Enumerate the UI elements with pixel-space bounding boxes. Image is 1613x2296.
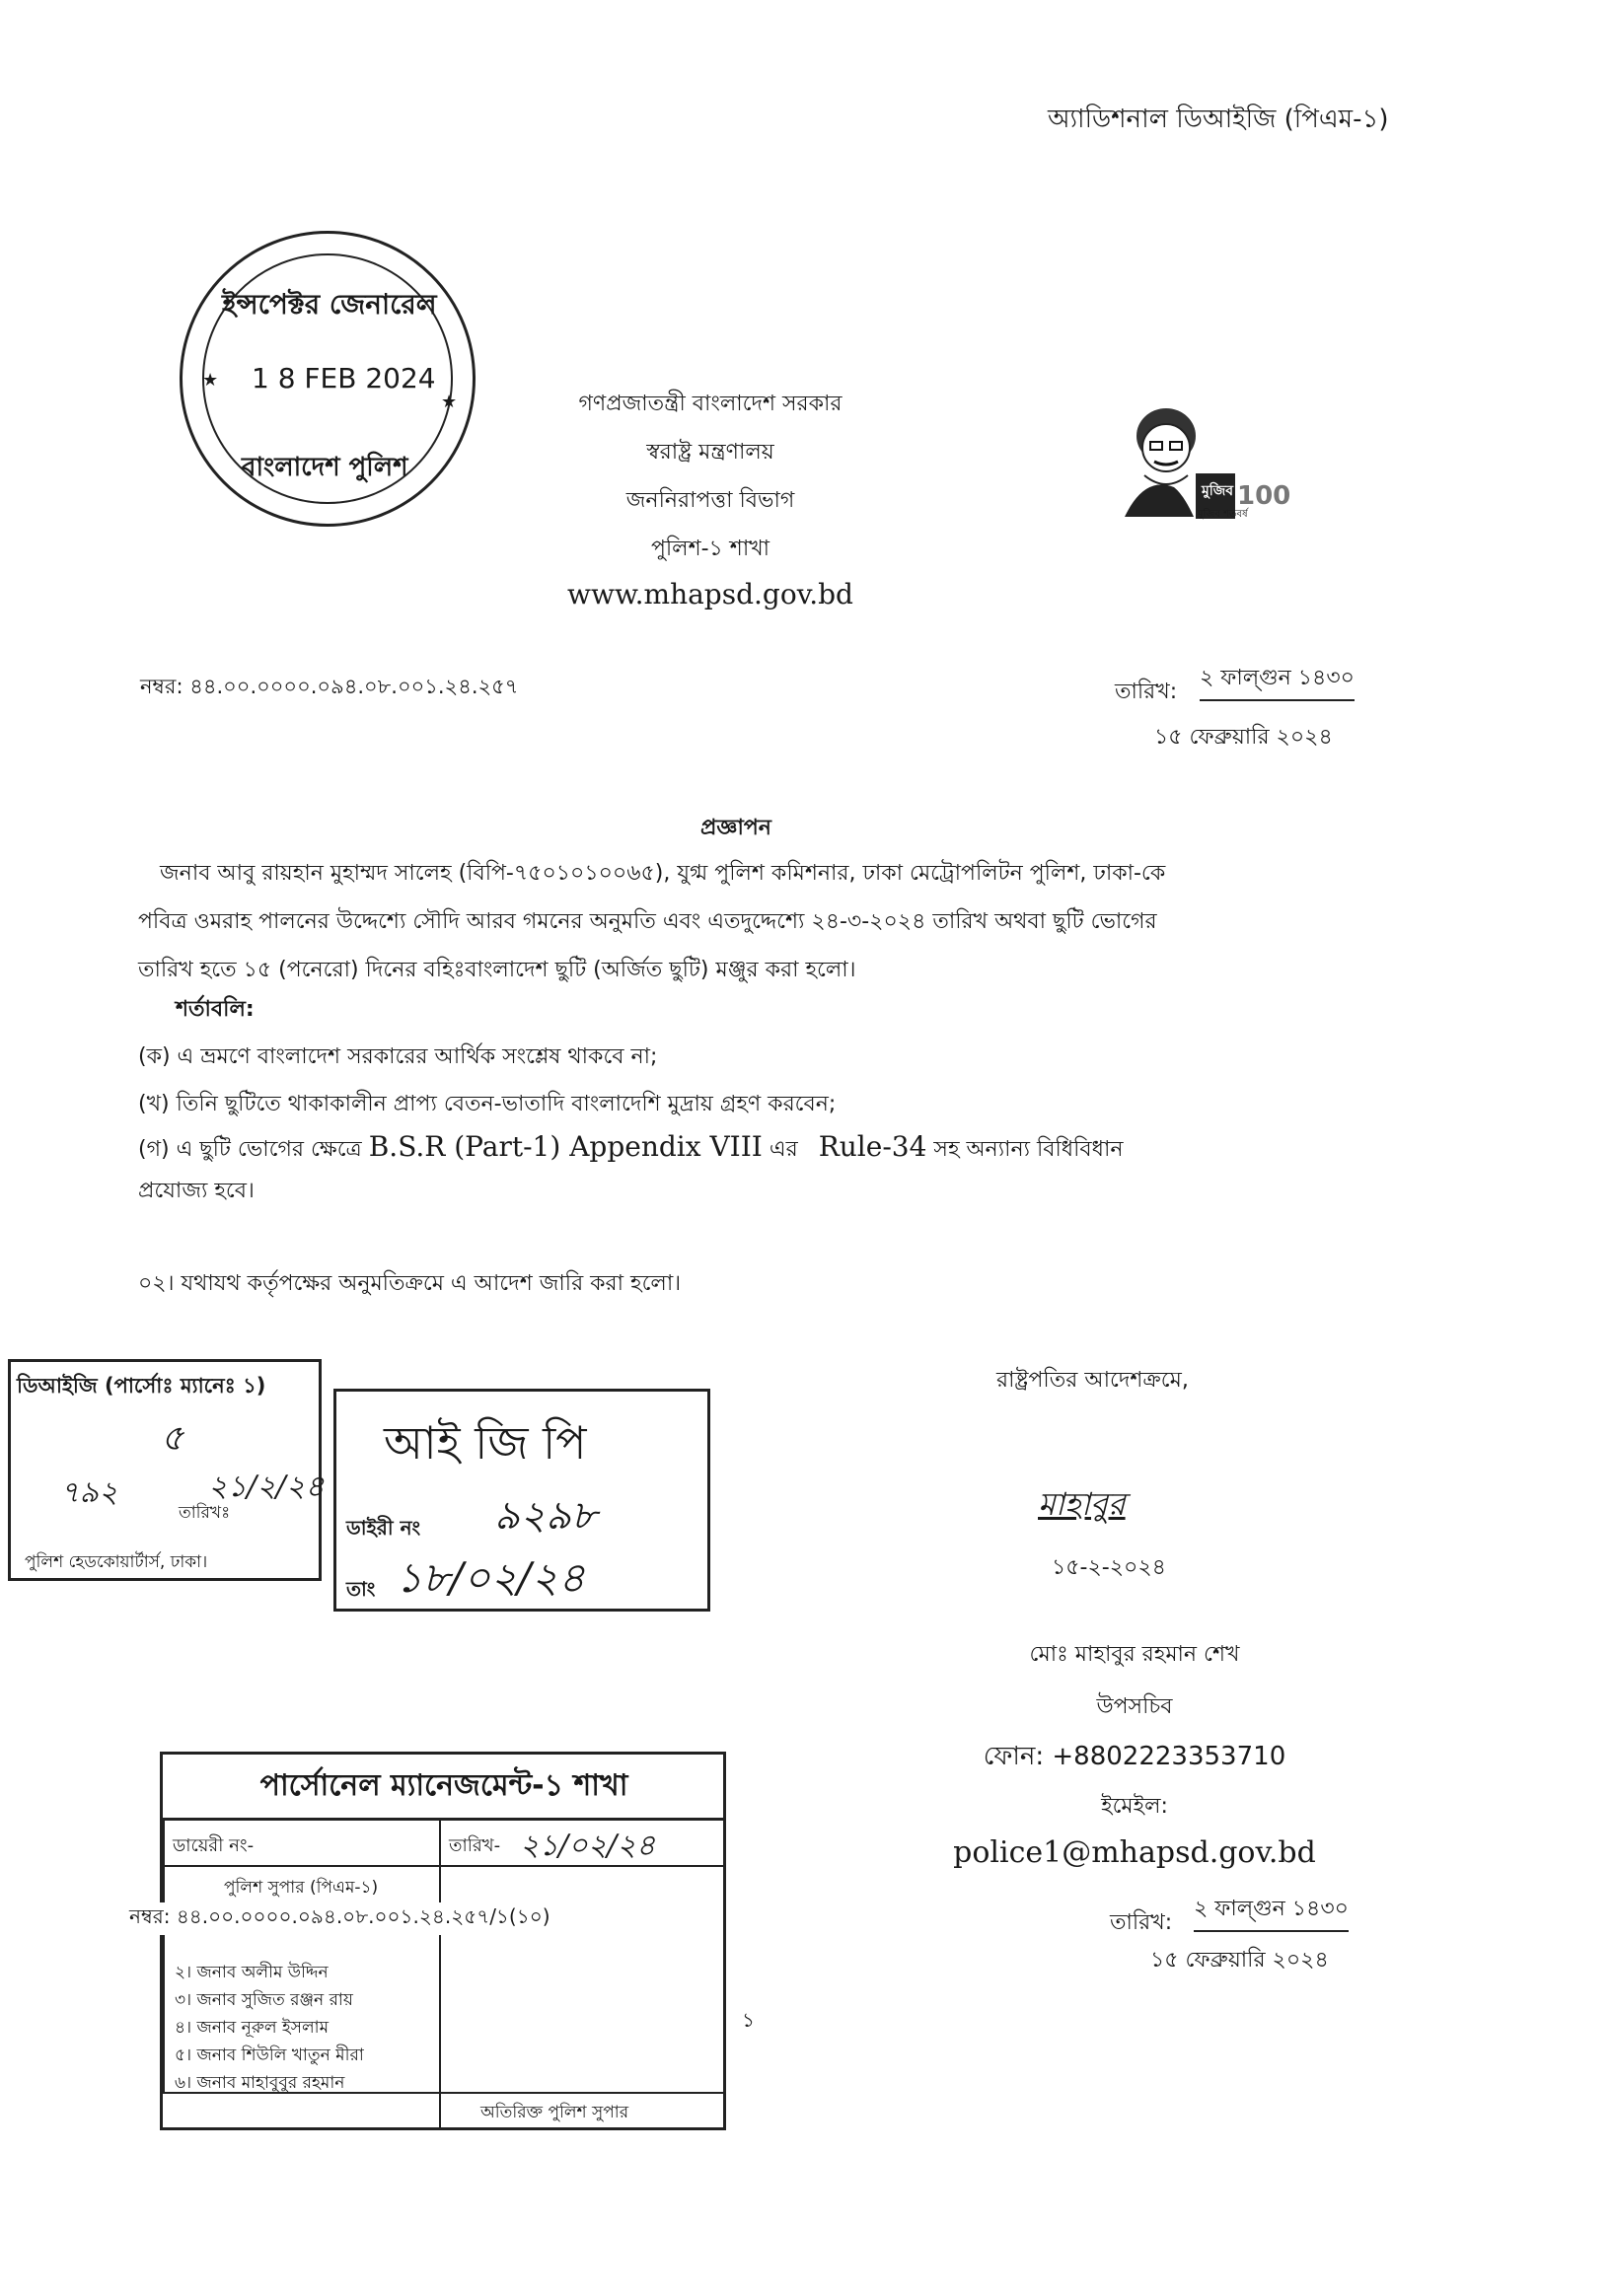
ig-seal (180, 231, 476, 527)
conditions-title: শর্তাবলি: (176, 997, 255, 1022)
condition-c-rule-ref: B.S.R (Part-1) Appendix VIII (368, 1130, 763, 1163)
signature-date: ১৫-২-২০২৪ (1052, 1555, 1166, 1580)
seal-star-right: ★ (441, 392, 458, 412)
branch-row-2: ২। জনাব অলীম উদ্দিন (175, 1963, 329, 1982)
signatory-designation: উপসচিব (1096, 1694, 1173, 1719)
branch-memo-ref: নম্বর: ৪৪.০০.০০০০.০৯৪.০৮.০০১.২৪.২৫৭/১(১০) (129, 1902, 550, 1935)
seal-bottom-text: বাংলাদেশ পুলিশ (242, 453, 408, 482)
signatory (898, 1637, 1371, 1870)
header-line-3: জননিরাপত্তা বিভাগ (625, 488, 795, 513)
condition-c (138, 1130, 1124, 1169)
dig-stamp-ref-date: ২১/২/২৪ (208, 1470, 325, 1504)
memo-date-bangla: ২ ফাল্গুন ১৪৩০ (1200, 661, 1355, 701)
seal-date: 1 8 FEB 2024 (252, 362, 436, 395)
routing-note: অ্যাডিশনাল ডিআইজি (পিএম-১) (1048, 105, 1389, 134)
dig-stamp-title: ডিআইজি (পার্সোঃ ম্যানেঃ ১) (17, 1374, 266, 1398)
branch-row-1: পুলিশ সুপার (পিএম-১) (224, 1878, 379, 1898)
branch-date-label: তারিখ- (449, 1835, 501, 1856)
header-line-1: গণপ্রজাতন্ত্রী বাংলাদেশ সরকার (578, 392, 843, 416)
signatory-email-label: ইমেইল: (1101, 1794, 1168, 1819)
branch-stamp-title: পার্সোনেল ম্যানেজমেন্ট-১ শাখা (163, 1755, 725, 1821)
signature-scribble: মাহাবুর (1038, 1485, 1126, 1523)
memo-number: নম্বর: ৪৪.০০.০০০০.০৯৪.০৮.০০১.২৪.২৫৭ (140, 675, 519, 698)
branch-date: ২১/০২/২৪ (520, 1829, 656, 1863)
page-number: ১ (742, 2008, 755, 2032)
logo-number: 100 (1237, 481, 1291, 511)
logo-caption: মুজিব শতবর্ষ (1198, 509, 1248, 520)
branch-diary-label: ডায়েরী নং- (173, 1835, 255, 1856)
body-paragraph-1-line-1: জনাব আবু রায়হান মুহাম্মদ সালেহ (বিপি-৭৫০১০১০০৬৫), যুগ্ম পুলিশ কমিশনার, ঢাকা মেট্রোপলিটন পুলিশ, ঢাকা-কে (160, 861, 1166, 886)
memo-date-label: তারিখ: (1115, 680, 1178, 704)
memo-date-gregorian: ১৫ ফেব্রুয়ারি ২০২৪ (1154, 725, 1333, 750)
signature-date-bangla: ২ ফাল্গুন ১৪৩০ (1194, 1892, 1349, 1932)
dig-stamp-footer: পুলিশ হেডকোয়ার্টার্স, ঢাকা। (25, 1552, 208, 1572)
branch-footer-cell (439, 2092, 725, 2129)
branch-row-4: ৪। জনাব নূরুল ইসলাম (175, 2018, 330, 2038)
seal-star-left: ★ (202, 370, 219, 391)
branch-footer: অতিরিক্ত পুলিশ সুপার (480, 2103, 629, 2122)
body-paragraph-1-line-3: তারিখ হতে ১৫ (পনেরো) দিনের বহিঃবাংলাদেশ ছুটি (অর্জিত ছুটি) মঞ্জুর করা হলো। (138, 958, 856, 982)
condition-c-part-5: সহ অন্যান্য বিধিবিধান (933, 1137, 1124, 1162)
gov-header (513, 387, 908, 610)
condition-c-rule-number: Rule-34 (818, 1130, 927, 1163)
branch-notes-cell (439, 1865, 725, 2094)
signature-date-gregorian: ১৫ ফেব্রুয়ারি ২০২৪ (1150, 1948, 1329, 1973)
condition-a: (ক) এ ভ্রমণে বাংলাদেশ সরকারের আর্থিক সংশ্লেষ থাকবে না; (138, 1044, 658, 1069)
branch-row-3: ৩। জনাব সুজিত রঞ্জন রায় (175, 1990, 353, 2010)
igp-diary-number: ৯২৯৮ (494, 1493, 597, 1539)
dig-receiving-stamp (8, 1359, 325, 1581)
igp-diary-stamp (333, 1389, 710, 1612)
signatory-phone: ফোন: +8802223353710 (983, 1742, 1286, 1771)
branch-officer-list (163, 1865, 441, 2094)
body-paragraph-2: ০২। যথাযথ কর্তৃপক্ষের অনুমতিক্রমে এ আদেশ জারি করা হলো। (138, 1271, 682, 1296)
branch-diary-cell (163, 1818, 441, 1867)
mujib100-logo (1115, 396, 1292, 525)
signatory-name: মোঃ মাহাবুর রহমান শেখ (1029, 1642, 1240, 1667)
signature-date-label: তারিখ: (1110, 1910, 1173, 1935)
website-link[interactable]: www.mhapsd.gov.bd (567, 578, 853, 610)
condition-c-line-2: প্রযোজ্য হবে। (138, 1179, 255, 1203)
condition-c-part-3: এর (769, 1137, 798, 1162)
igp-stamp-title: আই জি পি (384, 1416, 587, 1470)
body-paragraph-1-line-2: পবিত্র ওমরাহ পালনের উদ্দেশ্যে সৌদি আরব গমনের অনুমতি এবং এতদুদ্দেশ্যে ২৪-৩-২০২৪ তারিখ অথবা ছুটি ভোগের (138, 909, 1157, 934)
condition-c-part-1: (গ) এ ছুটি ভোগের ক্ষেত্রে (138, 1137, 362, 1162)
presidential-order-line: রাষ্ট্রপতির আদেশক্রমে, (996, 1368, 1189, 1393)
igp-date-label: তাং (346, 1577, 376, 1601)
signatory-email[interactable]: police1@mhapsd.gov.bd (953, 1835, 1316, 1870)
condition-b: (খ) তিনি ছুটিতে থাকাকালীন প্রাপ্য বেতন-ভাতাদি বাংলাদেশি মুদ্রায় গ্রহণ করবেন; (138, 1092, 837, 1116)
branch-row-5: ৫। জনাব শিউলি খাতুন মীরা (175, 2045, 364, 2065)
dig-stamp-mark: ৫ (161, 1418, 184, 1459)
seal-top-text: ইন্সপেক্টর জেনারেল (222, 288, 437, 321)
branch-row-6: ৬। জনাব মাহাবুবুর রহমান (175, 2073, 345, 2093)
branch-date-cell (439, 1818, 725, 1867)
igp-diary-label: ডাইরী নং (346, 1516, 421, 1540)
logo-mark: মুজিব (1202, 483, 1234, 499)
header-line-2: স্বরাষ্ট্র মন্ত্রণালয় (646, 440, 774, 465)
dig-stamp-ref: ৭৯২ (60, 1475, 118, 1510)
notification-title: প্রজ্ঞাপন (700, 816, 771, 840)
header-line-4: পুলিশ-১ শাখা (650, 537, 770, 561)
igp-date: ১৮/০২/২৪ (396, 1553, 585, 1602)
dig-stamp-date-label: তারিখঃ (179, 1503, 231, 1523)
branch-stamp (129, 1752, 726, 2130)
